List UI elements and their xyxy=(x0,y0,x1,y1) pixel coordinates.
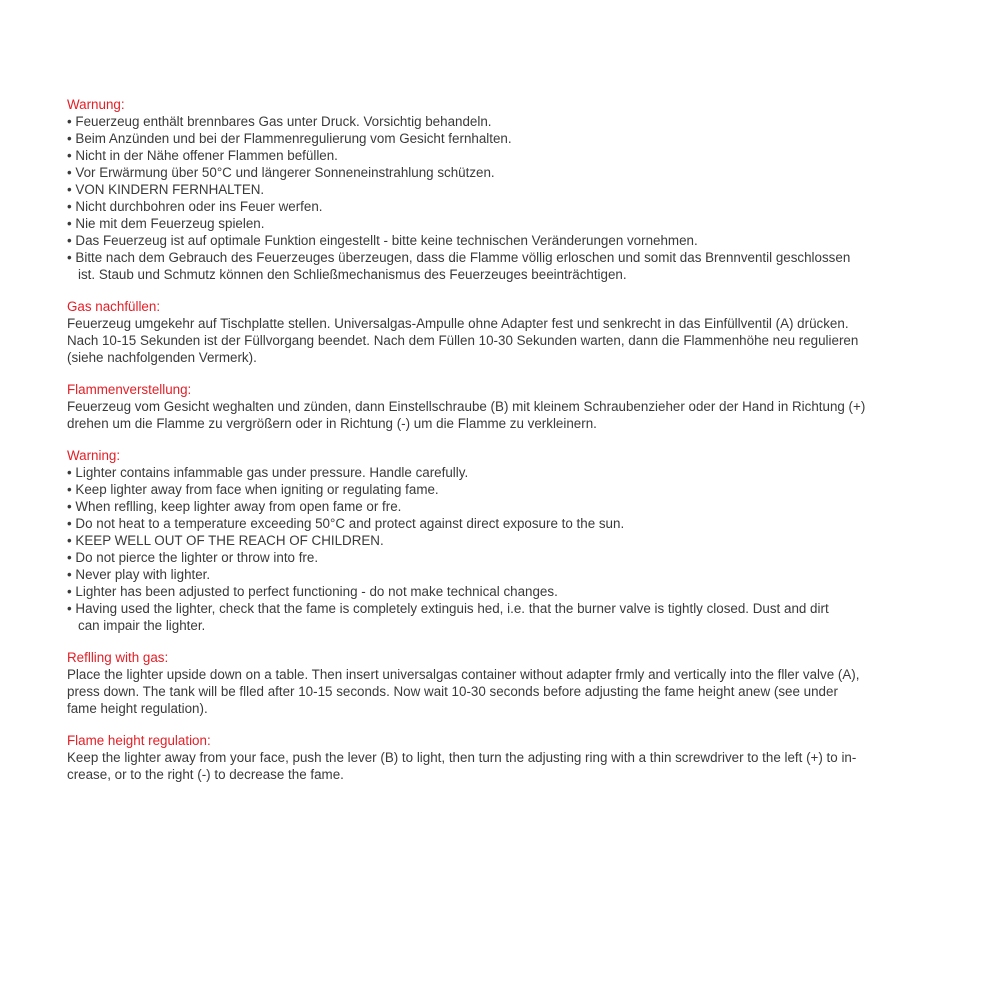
text-line: crease, or to the right (-) to decrease the fame. xyxy=(67,767,344,782)
section-heading: Flammenverstellung: xyxy=(67,382,192,397)
text-line: drehen um die Flamme zu vergrößern oder in Richtung (-) um die Flamme zu verkleinern. xyxy=(67,416,597,431)
text-line: • Feuerzeug enthält brennbares Gas unter Druck. Vorsichtig behandeln. xyxy=(67,114,492,129)
text-line: • Do not pierce the lighter or throw into fre. xyxy=(67,550,319,565)
text-line: • Nicht in der Nähe offener Flammen befüllen. xyxy=(67,148,338,163)
text-line: Nach 10-15 Sekunden ist der Füllvorgang beendet. Nach dem Füllen 10-30 Sekunden warten, dann die Flammenhöhe neu regulieren xyxy=(67,333,859,348)
text-line: • Having used the lighter, check that the fame is completely extinguis hed, i.e. that the burner valve is tightly closed. Dust and dirt xyxy=(67,601,829,616)
text-line: • Nie mit dem Feuerzeug spielen. xyxy=(67,216,265,231)
section-5 xyxy=(67,732,945,783)
text-line: • VON KINDERN FERNHALTEN. xyxy=(67,182,265,197)
section-heading: Reflling with gas: xyxy=(67,650,169,665)
text-line: Place the lighter upside down on a table. Then insert universalgas container without adapter frmly and vertically into the fller valve (A), xyxy=(67,667,860,682)
text-line: • Das Feuerzeug ist auf optimale Funktion eingestellt - bitte keine technischen Veränderungen vornehmen. xyxy=(67,233,698,248)
text-line: • Lighter contains infammable gas under pressure. Handle carefully. xyxy=(67,465,469,480)
text-line: fame height regulation). xyxy=(67,701,208,716)
text-line: • When reflling, keep lighter away from open fame or fre. xyxy=(67,499,402,514)
text-line: Keep the lighter away from your face, push the lever (B) to light, then turn the adjusting ring with a thin screwdriver to the left (+) to in- xyxy=(67,750,857,765)
section-2 xyxy=(67,381,945,432)
section-4 xyxy=(67,649,945,717)
section-heading: Warnung: xyxy=(67,97,125,112)
section-0 xyxy=(67,96,945,283)
text-line: • Lighter has been adjusted to perfect functioning - do not make technical changes. xyxy=(67,584,558,599)
section-3 xyxy=(67,447,945,634)
section-heading: Gas nachfüllen: xyxy=(67,299,161,314)
text-line: • Beim Anzünden und bei der Flammenregulierung vom Gesicht fernhalten. xyxy=(67,131,512,146)
instruction-text-block xyxy=(67,96,945,798)
text-line: • Do not heat to a temperature exceeding 50°C and protect against direct exposure to the sun. xyxy=(67,516,625,531)
text-line: (siehe nachfolgenden Vermerk). xyxy=(67,350,257,365)
section-1 xyxy=(67,298,945,366)
text-line: press down. The tank will be flled after 10-15 seconds. Now wait 10-30 seconds before adjusting the fame height anew (see under xyxy=(67,684,838,699)
section-heading: Flame height regulation: xyxy=(67,733,211,748)
text-line: • Vor Erwärmung über 50°C und längerer Sonneneinstrahlung schützen. xyxy=(67,165,495,180)
text-line: • Bitte nach dem Gebrauch des Feuerzeuges überzeugen, dass die Flamme völlig erloschen und somit das Brennventil geschlossen xyxy=(67,250,851,265)
text-line: • Keep lighter away from face when igniting or regulating fame. xyxy=(67,482,439,497)
text-line: • KEEP WELL OUT OF THE REACH OF CHILDREN. xyxy=(67,533,384,548)
text-line: • Nicht durchbohren oder ins Feuer werfen. xyxy=(67,199,323,214)
text-line: can impair the lighter. xyxy=(78,618,206,633)
text-line: Feuerzeug vom Gesicht weghalten und zünden, dann Einstellschraube (B) mit kleinem Schraubenzieher oder der Hand in Richtung (+) xyxy=(67,399,866,414)
text-line: • Never play with lighter. xyxy=(67,567,211,582)
text-line: ist. Staub und Schmutz können den Schließmechanismus des Feuerzeuges beeinträchtigen. xyxy=(78,267,627,282)
section-heading: Warning: xyxy=(67,448,121,463)
text-line: Feuerzeug umgekehr auf Tischplatte stellen. Universalgas-Ampulle ohne Adapter fest und senkrecht in das Einfüllventil (A) drücken. xyxy=(67,316,849,331)
